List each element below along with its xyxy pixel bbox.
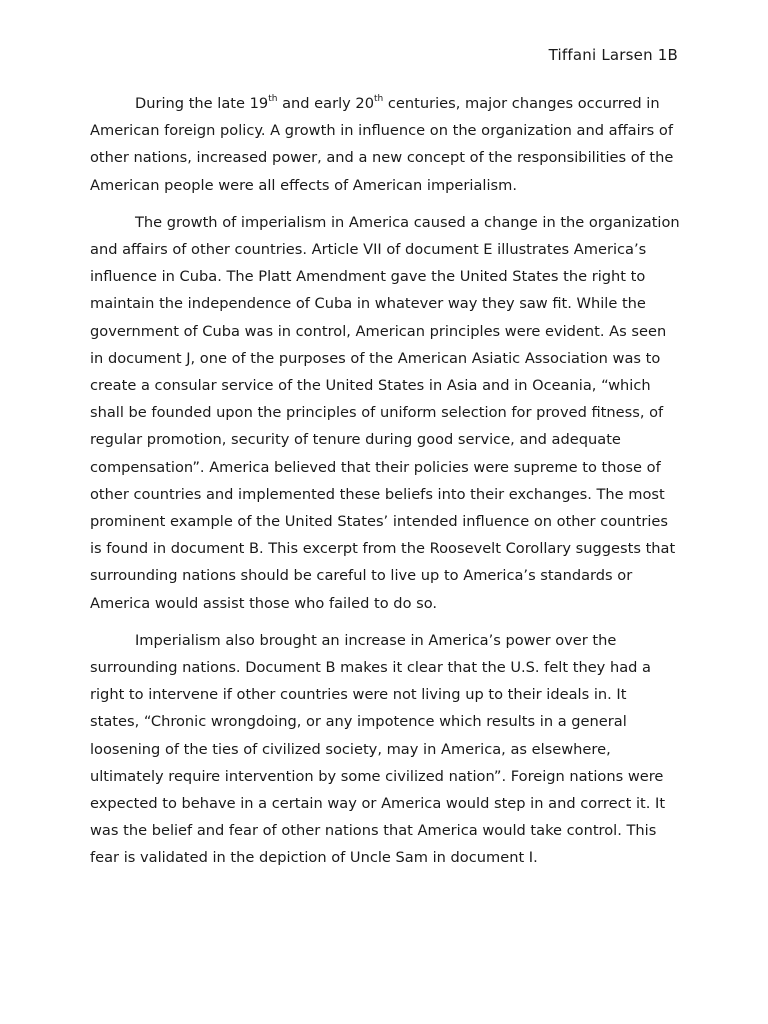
author-header: Tiffani Larsen 1B [548,46,678,64]
paragraph-1-text: During the late 19 [135,95,269,112]
paragraph-3 [90,627,680,872]
paragraph-2-text: The growth of imperialism in America caused a change in the organization and affairs of other countries. Article VII of document E illustrates America’s influence in Cuba. The Platt Amendment gave the United States the right to maintain the independence of Cuba in whatever way they saw fit. While the government of Cuba was in control, American principles were evident. As seen in document J, one of the purposes of the American Asiatic Association was to create a consular service of the United States in Asia and in Oceania, “which shall be founded upon the principles of uniform selection for proved fitness, of regular promotion, security of tenure during good service, and adequate compensation”. America believed that their policies were supreme to those of other countries and implemented these beliefs into their exchanges. The most prominent example of the United States’ intended influence on other countries is found in document B. This excerpt from the Roosevelt Corollary suggests that surrounding nations should be careful to live up to America’s standards or America would assist those who failed to do so. [90,213,680,612]
paragraph-1-text: centuries, major changes occurred in American foreign policy. A growth in influence on the organization and affairs of other nations, increased power, and a new concept of the responsibilities of the American people were all effects of American imperialism. [90,95,674,194]
ordinal-suffix: th [374,94,384,104]
essay-body [90,90,680,882]
paragraph-3-text: Imperialism also brought an increase in America’s power over the surrounding nations. Document B makes it clear that the U.S. felt they had a right to intervene if other countries were not living up to their ideals in. It states, “Chronic wrongdoing, or any impotence which results in a general loosening of the ties of civilized society, may in America, as elsewhere, ultimately require intervention by some civilized nation”. Foreign nations were expected to behave in a certain way or America would step in and correct it. It was the belief and fear of other nations that America would take control. This fear is validated in the depiction of Uncle Sam in document I. [90,631,666,867]
paragraph-2 [90,209,680,617]
paragraph-1-text: and early 20 [277,95,374,112]
paragraph-1 [90,90,680,199]
ordinal-suffix: th [268,94,278,104]
